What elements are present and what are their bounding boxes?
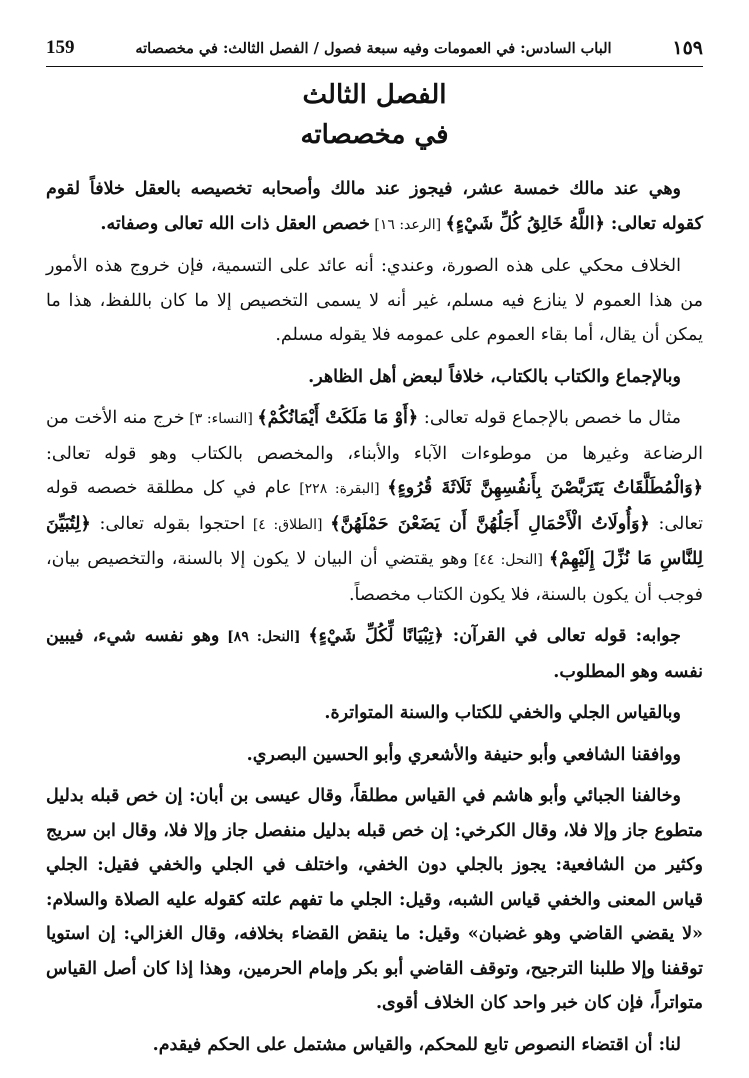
page-number-latin: 159 [46, 37, 75, 58]
text-segment: مثال ما خصص بالإجماع قوله تعالى: [418, 408, 681, 428]
main-text [46, 172, 703, 1069]
text-segment: خصص العقل ذات الله تعالى وصفاته. [100, 213, 370, 234]
verse-reference: [النحل: ٨٩] [219, 629, 309, 645]
running-title: الباب السادس: في العمومات وفيه سبعة فصول / الفصل الثالث: في مخصصاته [135, 39, 612, 57]
paragraph-5 [46, 619, 703, 689]
paragraph-6: وبالقياس الجلي والخفي للكتاب والسنة المتواترة. [324, 703, 681, 723]
chapter-subtitle: في مخصصاته [300, 120, 449, 150]
paragraph-9: لنا: أن اقتضاء النصوص تابع للمحكم، والقياس مشتمل على الحكم فيقدم. [152, 1034, 681, 1055]
paragraph-4 [46, 401, 703, 612]
text-segment: جوابه: قوله تعالى في القرآن: [443, 626, 681, 646]
quran-verse: ﴿أَوْ مَا مَلَكَتْ أَيْمَانُكُمْ﴾ [257, 408, 419, 428]
paragraph-7: ووافقنا الشافعي وأبو حنيفة والأشعري وأبو الحسين البصري. [246, 744, 681, 765]
text-segment: عام في كل مطلقة خصصه قوله تعالى: [46, 478, 703, 534]
verse-reference: [الطلاق: ٤] [245, 516, 331, 533]
verse-reference: [الرعد: ١٦] [369, 216, 446, 233]
quran-verse: ﴿اللَّهُ خَالِقُ كُلِّ شَيْءٍ﴾ [445, 213, 605, 234]
quran-verse: ﴿لِتُبَيِّنَ لِلنَّاسِ مَا نُزِّلَ إِلَيْهِمْ﴾ [46, 513, 703, 569]
quran-verse: ﴿تِبْيَانًا لِّكُلِّ شَيْءٍ﴾ [308, 626, 444, 646]
running-header [46, 30, 703, 67]
verse-reference: [البقرة: ٢٢٨] [291, 481, 388, 497]
verse-reference: [النساء: ٣] [184, 411, 258, 427]
quran-verse: ﴿وَالْمُطَلَّقَاتُ يَتَرَبَّصْنَ بِأَنفُسِهِنَّ ثَلَاثَةَ قُرُوءٍ﴾ [387, 478, 703, 498]
quran-verse: ﴿وَأُولَاتُ الْأَحْمَالِ أَجَلُهُنَّ أَن يَضَعْنَ حَمْلَهُنَّ﴾ [330, 513, 650, 534]
text-segment: خرج منه الأخت من الرضاعة وغيرها من موطوءات الآباء والأبناء، والمخصص بالكتاب وهو قوله تعالى: [46, 408, 703, 464]
paragraph-2: الخلاف محكي على هذه الصورة، وعندي: أنه عائد على التسمية، فإن خروج هذه الأمور من هذا العموم لا ينازع فيه مسلم، غير أنه لا يسمى التخصيص إلا ما كان باللفظ، هذا ما يمكن أن يقال، أما بقاء العموم على عمومه فلا يقوله مسلم. [46, 256, 703, 345]
paragraph-1 [46, 172, 703, 242]
page-number-arabic: ١٥٩ [672, 37, 703, 59]
paragraph-3: وبالإجماع والكتاب بالكتاب، خلافاً لبعض أهل الظاهر. [308, 366, 681, 387]
text-segment: وهي عند مالك خمسة عشر، فيجوز عند مالك وأصحابه تخصيصه بالعقل خلافاً لقوم كقوله تعالى: [46, 179, 703, 234]
verse-reference: [النحل: ٤٤] [467, 552, 549, 568]
text-segment: وهو يقتضي أن البيان لا يكون إلا بالسنة، والتخصيص بيان، فوجب أن يكون بالسنة، فلا يكون الكتاب مخصصاً. [46, 549, 703, 605]
chapter-title: الفصل الثالث [302, 80, 447, 110]
text-segment: احتجوا بقوله تعالى: [90, 513, 246, 534]
text-segment: وهو نفسه شيء، فيبين نفسه وهو المطلوب. [46, 626, 703, 682]
paragraph-8: وخالفنا الجبائي وأبو هاشم في القياس مطلقاً، وقال عيسى بن أبان: إن خص قبله بدليل متطوع جاز وإلا فلا، وقال الكرخي: إن خص قبله بدليل منفصل جاز وإلا فلا، وقال ابن سريج وكثير من الشافعية: يجوز بالجلي دون الخفي، واختلف في الجلي والخفي فقيل: الجلي قياس المعنى والخفي قياس الشبه، وقيل: الجلي ما تفهم علته كقوله عليه الصلاة والسلام: «لا يقضي القاضي وهو غضبان» وقيل: ما ينقض القضاء بخلافه، وقال الغزالي: إن استويا توقفنا وإلا طلبنا الترجيح، وتوقف القاضي أبو بكر وإمام الحرمين، وهذا إذا كان أصل القياس متواتراً، فإن كان خبر واحد كان الخلاف أقوى. [46, 786, 703, 1013]
